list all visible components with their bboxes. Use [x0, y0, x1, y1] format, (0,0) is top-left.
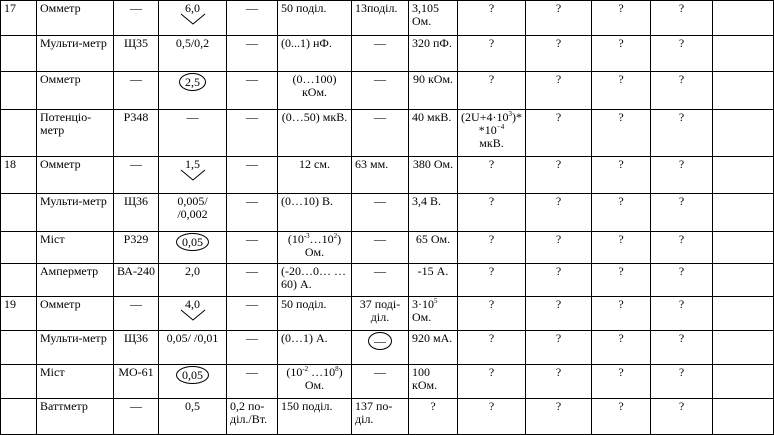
circled-class: 0,05 [176, 233, 209, 251]
device-type: Р329 [114, 232, 159, 264]
reading: 37 поді-діл. [352, 297, 409, 331]
answer-cell: ? [458, 232, 526, 264]
answer-cell: ? [592, 72, 651, 110]
table-row [1, 331, 774, 365]
answer-cell: ? [651, 110, 713, 157]
answer-cell: ? [526, 331, 592, 365]
reading: 137 по-діл. [352, 399, 409, 435]
check-mark-icon [179, 309, 207, 321]
range: (0…1) А. [278, 331, 352, 365]
table-row [1, 1, 774, 36]
check-mark-class: 4,0 [185, 298, 200, 317]
device-name: Омметр [37, 1, 114, 36]
device-name: Потенціо-метр [37, 110, 114, 157]
division-value: — [227, 297, 278, 331]
answer-cell [713, 1, 774, 36]
answer-cell: ? [592, 264, 651, 297]
answer-cell: ? [592, 297, 651, 331]
measured-value: -15 А. [409, 264, 458, 297]
group-number [1, 264, 37, 297]
accuracy-class [159, 365, 227, 399]
measured-value: 40 мкВ. [409, 110, 458, 157]
range: 12 см. [278, 157, 352, 194]
answer-cell [713, 232, 774, 264]
group-number: 18 [1, 157, 37, 194]
group-number [1, 72, 37, 110]
answer-cell: ? [458, 72, 526, 110]
answer-cell: ? [651, 157, 713, 194]
device-name: Ваттметр [37, 399, 114, 435]
device-name: Омметр [37, 72, 114, 110]
range: (0…100) кОм. [278, 72, 352, 110]
answer-cell [713, 365, 774, 399]
device-type: — [114, 1, 159, 36]
range: (0...1) нФ. [278, 36, 352, 72]
answer-cell: ? [592, 194, 651, 232]
range: (-20…0… …60) А. [278, 264, 352, 297]
range: (0…10) В. [278, 194, 352, 232]
answer-cell: ? [651, 72, 713, 110]
measured-value: 90 кОм. [409, 72, 458, 110]
device-name: Омметр [37, 157, 114, 194]
accuracy-class: 2,0 [159, 264, 227, 297]
answer-cell [713, 399, 774, 435]
answer-cell: ? [526, 36, 592, 72]
device-type: Р348 [114, 110, 159, 157]
device-type: — [114, 297, 159, 331]
answer-cell: ? [526, 72, 592, 110]
answer-cell: ? [592, 365, 651, 399]
accuracy-class: 0,05/ /0,01 [159, 331, 227, 365]
range: (0…50) мкВ. [278, 110, 352, 157]
accuracy-class [159, 157, 227, 194]
device-name: Амперметр [37, 264, 114, 297]
answer-cell: ? [526, 1, 592, 36]
answer-cell: ? [651, 36, 713, 72]
measured-value: 380 Ом. [409, 157, 458, 194]
answer-cell: ? [592, 36, 651, 72]
division-value: — [227, 365, 278, 399]
circled-class: 2,5 [179, 73, 206, 91]
check-mark-icon [179, 13, 207, 25]
answer-cell: ? [526, 157, 592, 194]
division-value: — [227, 331, 278, 365]
measured-value: ? [409, 399, 458, 435]
device-type: МО-61 [114, 365, 159, 399]
answer-cell: ? [458, 157, 526, 194]
answer-cell: ? [458, 1, 526, 36]
measured-value: 100 кОм. [409, 365, 458, 399]
table-row [1, 36, 774, 72]
table-row [1, 232, 774, 264]
division-value: — [227, 157, 278, 194]
answer-cell [713, 36, 774, 72]
answer-cell: ? [592, 331, 651, 365]
answer-cell: ? [458, 264, 526, 297]
answer-cell: ? [458, 297, 526, 331]
range: ($10^{-2}$ $\dots 10^8$) Ом. [278, 365, 352, 399]
answer-cell: ? [526, 264, 592, 297]
range: 50 поділ. [278, 297, 352, 331]
division-value: — [227, 232, 278, 264]
table-row [1, 157, 774, 194]
answer-cell: ? [526, 399, 592, 435]
accuracy-class [159, 232, 227, 264]
circled-class: 0,05 [176, 366, 209, 384]
division-value: — [227, 36, 278, 72]
device-type: — [114, 399, 159, 435]
measured-value: 3,4 В. [409, 194, 458, 232]
device-name: Міст [37, 232, 114, 264]
answer-cell [713, 110, 774, 157]
check-mark-icon [179, 169, 207, 181]
table-row [1, 194, 774, 232]
check-mark-class: 1,5 [185, 158, 200, 177]
answer-cell [713, 297, 774, 331]
reading: — [352, 72, 409, 110]
device-name: Омметр [37, 297, 114, 331]
measured-value: 3,105 Ом. [409, 1, 458, 36]
group-number [1, 194, 37, 232]
group-number [1, 365, 37, 399]
group-number [1, 232, 37, 264]
table-row [1, 297, 774, 331]
accuracy-class: 0,5/0,2 [159, 36, 227, 72]
device-type: — [114, 157, 159, 194]
device-type: Щ36 [114, 194, 159, 232]
reading: — [352, 365, 409, 399]
device-type: — [114, 72, 159, 110]
circled-dash: — [368, 332, 392, 350]
answer-cell [713, 264, 774, 297]
accuracy-class [159, 72, 227, 110]
table-row [1, 264, 774, 297]
device-type: Щ36 [114, 331, 159, 365]
answer-cell: ? [458, 399, 526, 435]
answer-cell: ? [651, 365, 713, 399]
range: 150 поділ. [278, 399, 352, 435]
group-number [1, 36, 37, 72]
formula-cell: $(2U+4\cdot 10^3)*$ $*10^{-4}$ мкВ. [458, 110, 526, 157]
answer-cell: ? [651, 264, 713, 297]
table-row [1, 365, 774, 399]
group-number [1, 110, 37, 157]
reading: — [352, 194, 409, 232]
answer-cell: ? [651, 232, 713, 264]
measured-value: $3\cdot 10^5$ Ом. [409, 297, 458, 331]
reading: — [352, 36, 409, 72]
accuracy-class: — [159, 110, 227, 157]
device-type: ВА-240 [114, 264, 159, 297]
check-mark-class: 6,0 [185, 2, 200, 21]
accuracy-class: 0,5 [159, 399, 227, 435]
answer-cell [713, 194, 774, 232]
answer-cell [713, 72, 774, 110]
answer-cell: ? [526, 297, 592, 331]
division-value: — [227, 72, 278, 110]
measured-value: 320 пФ. [409, 36, 458, 72]
device-type: Щ35 [114, 36, 159, 72]
reading: — [352, 232, 409, 264]
reading [352, 331, 409, 365]
range: 50 поділ. [278, 1, 352, 36]
division-value: 0,2 по-діл./Вт. [227, 399, 278, 435]
device-name: Міст [37, 365, 114, 399]
answer-cell: ? [592, 110, 651, 157]
answer-cell: ? [651, 1, 713, 36]
division-value: — [227, 264, 278, 297]
division-value: — [227, 110, 278, 157]
division-value: — [227, 1, 278, 36]
division-value: — [227, 194, 278, 232]
range: $(10^{-3}\dots 10^2)$ Ом. [278, 232, 352, 264]
answer-cell: ? [458, 36, 526, 72]
group-number: 19 [1, 297, 37, 331]
answer-cell: ? [458, 331, 526, 365]
reading: 13поділ. [352, 1, 409, 36]
accuracy-class: 0,005/ /0,002 [159, 194, 227, 232]
answer-cell: ? [458, 365, 526, 399]
answer-cell: ? [526, 365, 592, 399]
device-name: Мульти-метр [37, 36, 114, 72]
answer-cell: ? [592, 1, 651, 36]
reading: 63 мм. [352, 157, 409, 194]
device-name: Мульти-метр [37, 194, 114, 232]
group-number: 17 [1, 1, 37, 36]
answer-cell: ? [651, 331, 713, 365]
answer-cell: ? [592, 157, 651, 194]
answer-cell: ? [592, 399, 651, 435]
group-number [1, 331, 37, 365]
answer-cell: ? [651, 194, 713, 232]
reading: — [352, 264, 409, 297]
answer-cell [713, 331, 774, 365]
table-row [1, 110, 774, 157]
reading: — [352, 110, 409, 157]
table-row [1, 72, 774, 110]
answer-cell: ? [458, 194, 526, 232]
measured-value: 920 мА. [409, 331, 458, 365]
answer-cell: ? [526, 110, 592, 157]
answer-cell [713, 157, 774, 194]
accuracy-class [159, 1, 227, 36]
answer-cell: ? [651, 399, 713, 435]
measured-value: 65 Ом. [409, 232, 458, 264]
answer-cell: ? [526, 194, 592, 232]
table-row [1, 399, 774, 435]
answer-cell: ? [592, 232, 651, 264]
group-number [1, 399, 37, 435]
answer-cell: ? [651, 297, 713, 331]
device-name: Мульти-метр [37, 331, 114, 365]
accuracy-class [159, 297, 227, 331]
answer-cell: ? [526, 232, 592, 264]
